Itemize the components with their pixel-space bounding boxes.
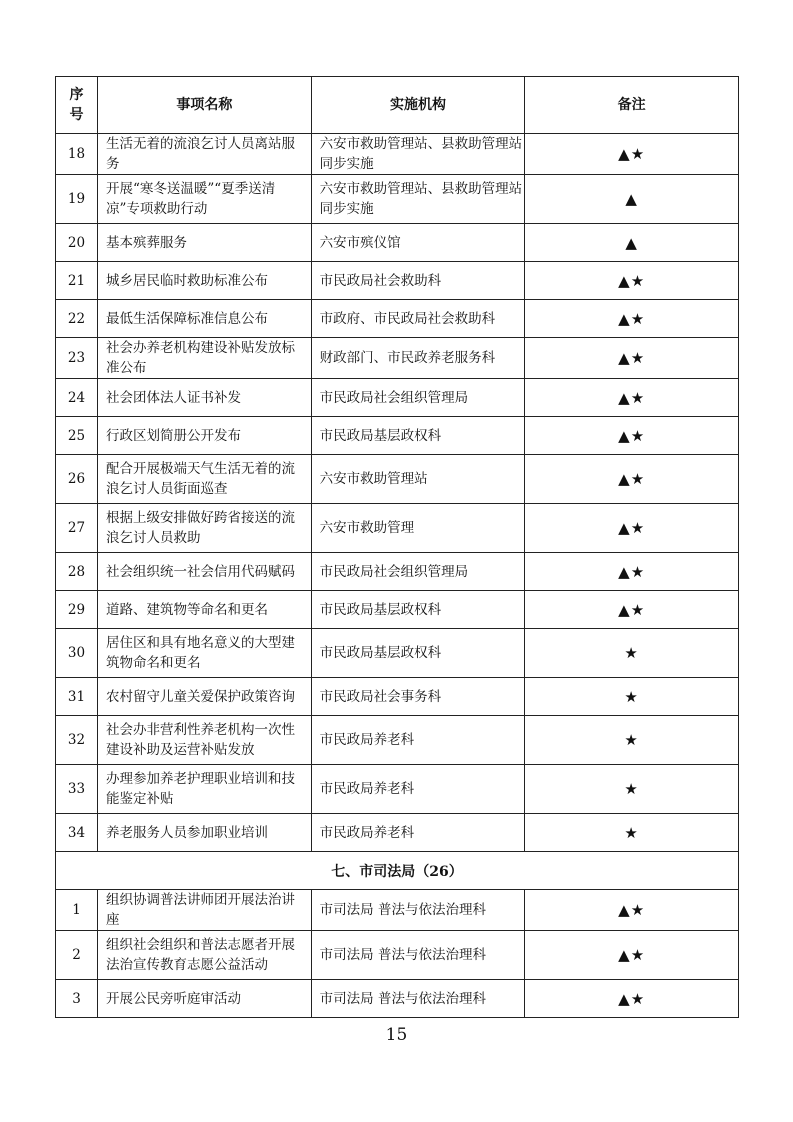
page-number: 15 xyxy=(385,1025,408,1045)
row-number: 29 xyxy=(56,591,98,629)
row-number: 27 xyxy=(56,504,98,553)
item-org: 市民政局基层政权科 xyxy=(311,629,525,678)
item-note: ▲ xyxy=(525,224,739,262)
item-name: 配合开展极端天气生活无着的流浪乞讨人员街面巡查 xyxy=(98,455,312,504)
table-row xyxy=(56,300,739,338)
table-row xyxy=(56,591,739,629)
table-row xyxy=(56,338,739,379)
row-number: 34 xyxy=(56,814,98,852)
table-row xyxy=(56,417,739,455)
table-row xyxy=(56,716,739,765)
item-name: 行政区划简册公开发布 xyxy=(98,417,312,455)
item-name: 城乡居民临时救助标准公布 xyxy=(98,262,312,300)
row-number: 1 xyxy=(56,890,98,931)
item-org: 市司法局 普法与依法治理科 xyxy=(311,931,525,980)
item-name: 生活无着的流浪乞讨人员离站服务 xyxy=(98,134,312,175)
table-row xyxy=(56,678,739,716)
row-number: 19 xyxy=(56,175,98,224)
item-org: 财政部门、市民政养老服务科 xyxy=(311,338,525,379)
table-row xyxy=(56,379,739,417)
table-row xyxy=(56,980,739,1018)
row-number: 21 xyxy=(56,262,98,300)
row-number: 33 xyxy=(56,765,98,814)
item-org: 市民政局社会组织管理局 xyxy=(311,553,525,591)
item-name: 开展公民旁听庭审活动 xyxy=(98,980,312,1018)
header-name: 事项名称 xyxy=(98,77,312,134)
row-number: 32 xyxy=(56,716,98,765)
item-org: 市民政局养老科 xyxy=(311,716,525,765)
item-org: 六安市救助管理站、县救助管理站同步实施 xyxy=(311,175,525,224)
item-org: 六安市救助管理站 xyxy=(311,455,525,504)
item-org: 六安市救助管理 xyxy=(311,504,525,553)
row-number: 20 xyxy=(56,224,98,262)
item-note: ▲★ xyxy=(525,553,739,591)
item-org: 市司法局 普法与依法治理科 xyxy=(311,890,525,931)
item-org: 市司法局 普法与依法治理科 xyxy=(311,980,525,1018)
item-org: 六安市殡仪馆 xyxy=(311,224,525,262)
table-row xyxy=(56,765,739,814)
item-name: 基本殡葬服务 xyxy=(98,224,312,262)
table-row xyxy=(56,629,739,678)
table-row xyxy=(56,553,739,591)
item-note: ★ xyxy=(525,716,739,765)
item-name: 组织协调普法讲师团开展法治讲座 xyxy=(98,890,312,931)
item-note: ★ xyxy=(525,814,739,852)
header-note: 备注 xyxy=(525,77,739,134)
item-note: ▲★ xyxy=(525,338,739,379)
item-name: 根据上级安排做好跨省接送的流浪乞讨人员救助 xyxy=(98,504,312,553)
item-org: 六安市救助管理站、县救助管理站同步实施 xyxy=(311,134,525,175)
item-note: ▲★ xyxy=(525,591,739,629)
row-number: 30 xyxy=(56,629,98,678)
item-name: 居住区和具有地名意义的大型建筑物命名和更名 xyxy=(98,629,312,678)
row-number: 26 xyxy=(56,455,98,504)
item-note: ▲★ xyxy=(525,262,739,300)
item-note: ★ xyxy=(525,765,739,814)
item-name: 养老服务人员参加职业培训 xyxy=(98,814,312,852)
table-row xyxy=(56,455,739,504)
item-note: ▲★ xyxy=(525,300,739,338)
section-row xyxy=(56,852,739,890)
item-org: 市民政局社会救助科 xyxy=(311,262,525,300)
item-note: ★ xyxy=(525,629,739,678)
section-title: 七、市司法局（26） xyxy=(56,852,739,890)
item-name: 办理参加养老护理职业培训和技能鉴定补贴 xyxy=(98,765,312,814)
item-name: 社会办非营利性养老机构一次性建设补助及运营补贴发放 xyxy=(98,716,312,765)
table-row xyxy=(56,262,739,300)
row-number: 24 xyxy=(56,379,98,417)
table-row xyxy=(56,931,739,980)
row-number: 25 xyxy=(56,417,98,455)
service-items-table xyxy=(55,76,739,1018)
item-note: ▲★ xyxy=(525,134,739,175)
header-org: 实施机构 xyxy=(311,77,525,134)
item-name: 开展“寒冬送温暖”“夏季送清凉”专项救助行动 xyxy=(98,175,312,224)
item-note: ▲★ xyxy=(525,980,739,1018)
item-note: ▲★ xyxy=(525,931,739,980)
row-number: 18 xyxy=(56,134,98,175)
item-note: ▲★ xyxy=(525,504,739,553)
table-row xyxy=(56,814,739,852)
row-number: 2 xyxy=(56,931,98,980)
row-number: 28 xyxy=(56,553,98,591)
table-row xyxy=(56,504,739,553)
item-note: ▲★ xyxy=(525,379,739,417)
item-name: 最低生活保障标准信息公布 xyxy=(98,300,312,338)
table-row xyxy=(56,890,739,931)
item-name: 社会团体法人证书补发 xyxy=(98,379,312,417)
item-org: 市民政局基层政权科 xyxy=(311,417,525,455)
table-row xyxy=(56,175,739,224)
item-note: ▲★ xyxy=(525,417,739,455)
item-note: ▲★ xyxy=(525,455,739,504)
row-number: 22 xyxy=(56,300,98,338)
table-row xyxy=(56,224,739,262)
item-name: 组织社会组织和普法志愿者开展法治宣传教育志愿公益活动 xyxy=(98,931,312,980)
row-number: 3 xyxy=(56,980,98,1018)
item-org: 市民政局社会组织管理局 xyxy=(311,379,525,417)
header-no: 序号 xyxy=(56,77,98,134)
table-header-row xyxy=(56,77,739,134)
item-note: ★ xyxy=(525,678,739,716)
row-number: 23 xyxy=(56,338,98,379)
item-org: 市民政局基层政权科 xyxy=(311,591,525,629)
item-name: 农村留守儿童关爱保护政策咨询 xyxy=(98,678,312,716)
item-org: 市民政局社会事务科 xyxy=(311,678,525,716)
item-org: 市民政局养老科 xyxy=(311,765,525,814)
item-org: 市民政局养老科 xyxy=(311,814,525,852)
item-name: 道路、建筑物等命名和更名 xyxy=(98,591,312,629)
row-number: 31 xyxy=(56,678,98,716)
item-note: ▲★ xyxy=(525,890,739,931)
table-row xyxy=(56,134,739,175)
item-org: 市政府、市民政局社会救助科 xyxy=(311,300,525,338)
item-note: ▲ xyxy=(525,175,739,224)
item-name: 社会组织统一社会信用代码赋码 xyxy=(98,553,312,591)
item-name: 社会办养老机构建设补贴发放标准公布 xyxy=(98,338,312,379)
